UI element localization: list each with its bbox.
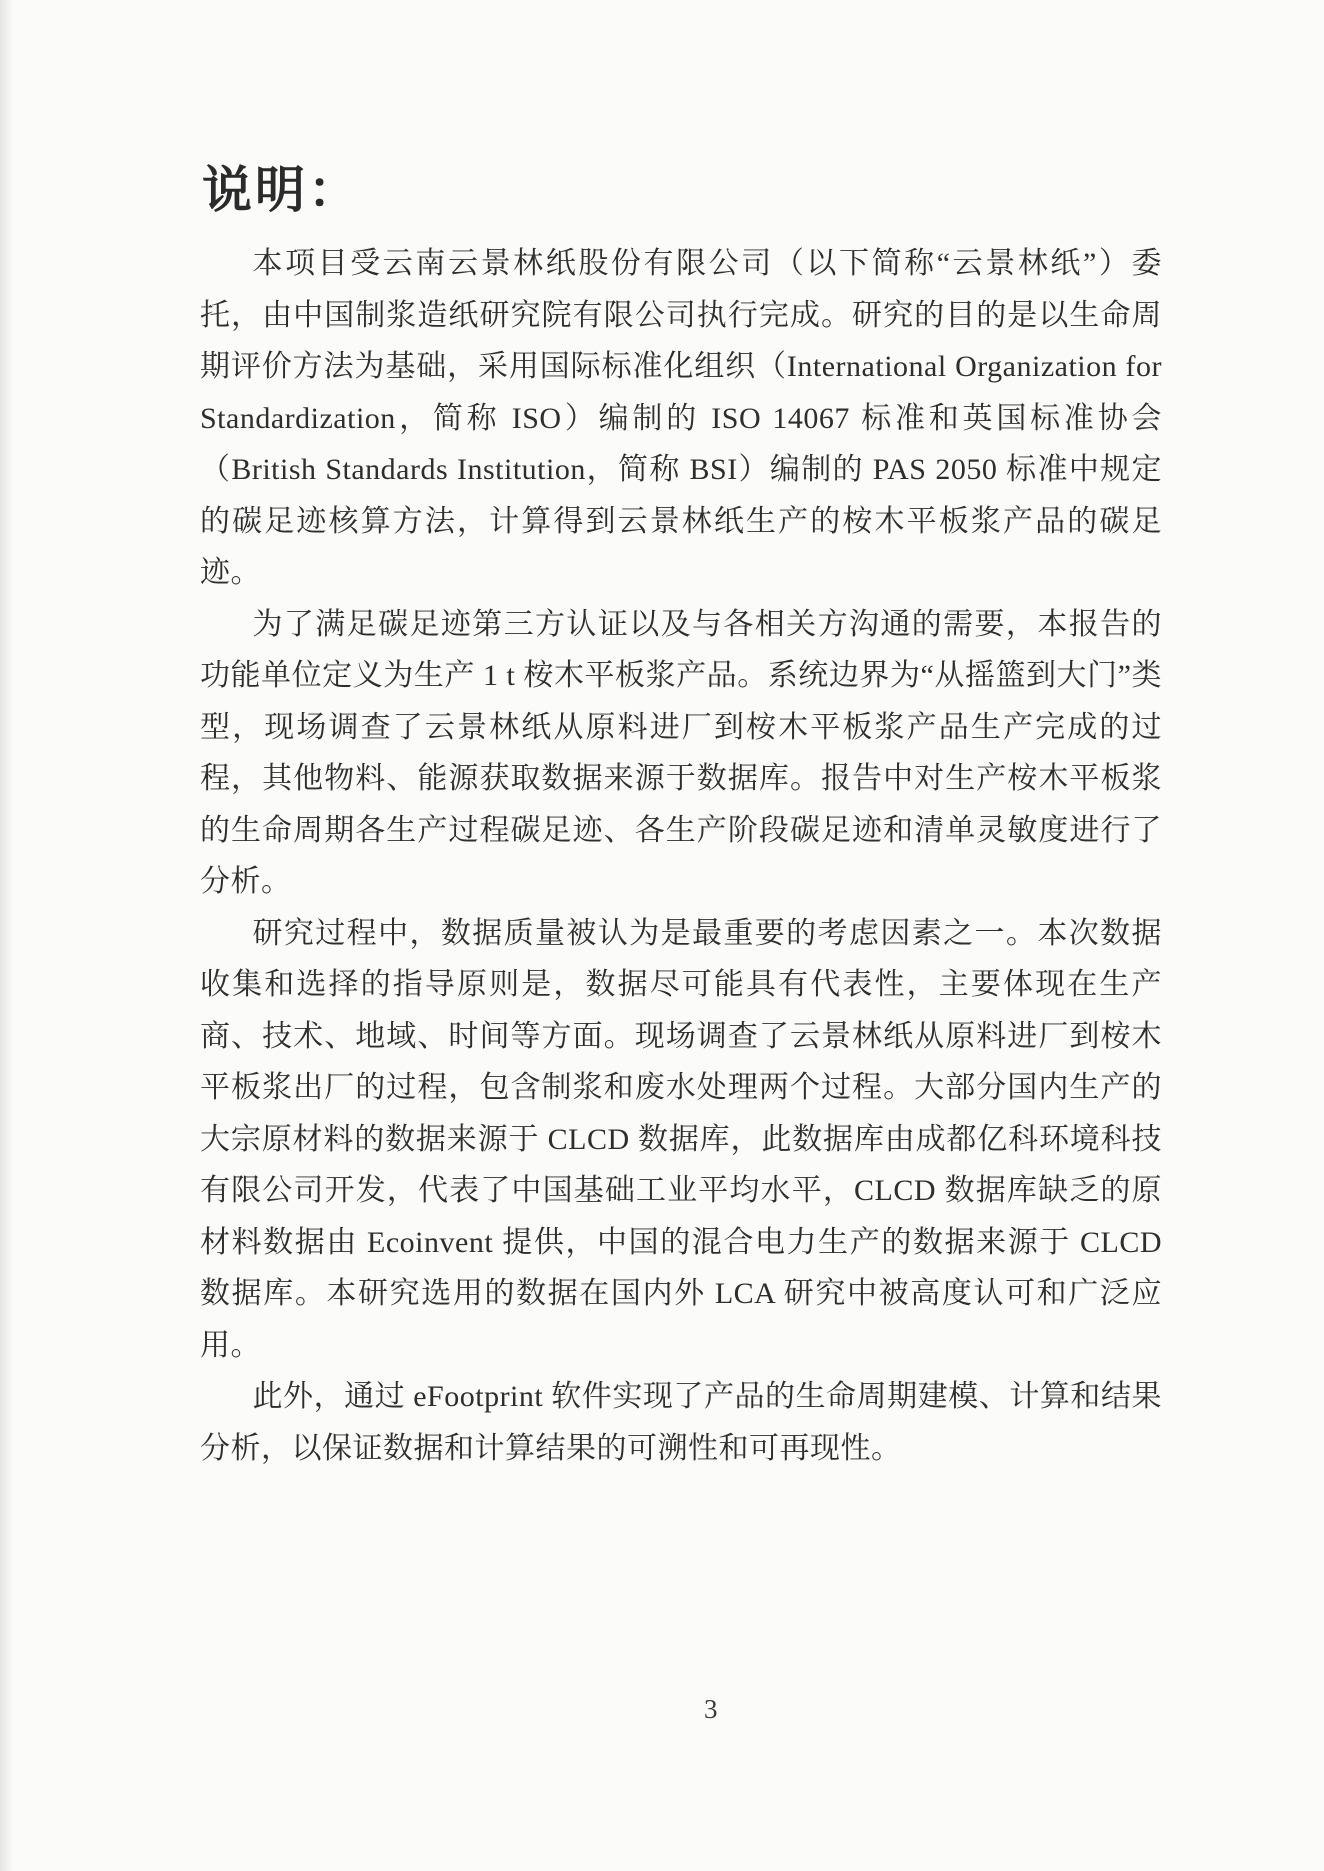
document-body [200,238,1162,1474]
paragraph-project-commission: 本项目受云南云景林纸股份有限公司（以下简称“云景林纸”）委托，由中国制浆造纸研究院有限公司执行完成。研究的目的是以生命周期评价方法为基础，采用国际标准化组织（International Organization for Standardization，简称 ISO）编制的 ISO 14067 标准和英国标准协会（British Standards Institution，简称 BSI）编制的 PAS 2050 标准中规定的碳足迹核算方法，计算得到云景林纸生产的桉木平板浆产品的碳足迹。 [200,247,1162,589]
paragraph-functional-unit: 为了满足碳足迹第三方认证以及与各相关方沟通的需要，本报告的功能单位定义为生产 1 t 桉木平板浆产品。系统边界为“从摇篮到大门”类型，现场调查了云景林纸从原料进厂到桉木平板浆产品生产完成的过程，其他物料、能源获取数据来源于数据库。报告中对生产桉木平板浆的生命周期各生产过程碳足迹、各生产阶段碳足迹和清单灵敏度进行了分析。 [200,607,1162,898]
paragraph-efootprint: 此外，通过 eFootprint 软件实现了产品的生命周期建模、计算和结果分析，以保证数据和计算结果的可溯性和可再现性。 [200,1380,1162,1465]
paragraph-data-quality: 研究过程中，数据质量被认为是最重要的考虑因素之一。本次数据收集和选择的指导原则是，数据尽可能具有代表性，主要体现在生产商、技术、地域、时间等方面。现场调查了云景林纸从原料进厂到桉木平板浆出厂的过程，包含制浆和废水处理两个过程。大部分国内生产的大宗原材料的数据来源于 CLCD 数据库，此数据库由成都亿科环境科技有限公司开发，代表了中国基础工业平均水平，CLCD 数据库缺乏的原材料数据由 Ecoinvent 提供，中国的混合电力生产的数据来源于 CLCD 数据库。本研究选用的数据在国内外 LCA 研究中被高度认可和广泛应用。 [200,916,1162,1362]
scan-edge-shadow [0,0,14,1871]
page-number: 3 [704,1694,718,1724]
section-heading: 说明： [202,162,361,218]
